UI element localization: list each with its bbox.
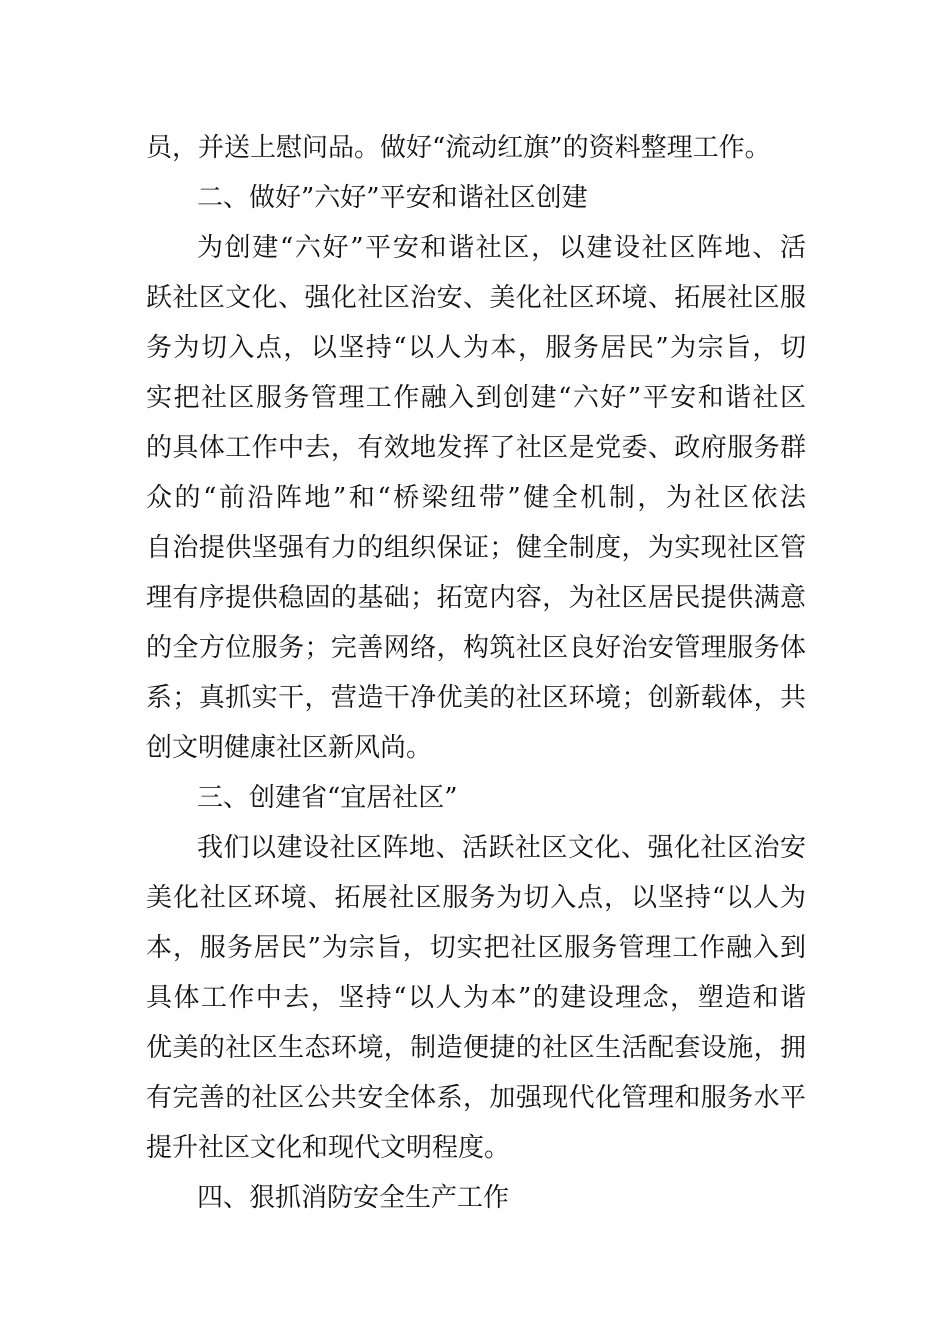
- paragraph-line: 务为切入点，以坚持“以人为本，服务居民”为宗旨，切: [146, 333, 806, 363]
- section-heading-4: 四、狠抓消防安全生产工作: [197, 1183, 510, 1213]
- section-heading-2: 二、做好”六好”平安和谐社区创建: [197, 183, 588, 213]
- paragraph-line: 提升社区文化和现代文明程度。: [146, 1133, 511, 1163]
- paragraph-line: 跃社区文化、强化社区治安、美化社区环境、拓展社区服: [146, 283, 806, 313]
- paragraph-line: 创文明健康社区新风尚。: [146, 733, 433, 763]
- section-heading-3: 三、创建省“宜居社区”: [197, 783, 458, 813]
- paragraph-line: 美化社区环境、拓展社区服务为切入点，以坚持“以人为: [146, 883, 806, 913]
- paragraph-line: 实把社区服务管理工作融入到创建“六好”平安和谐社区: [146, 383, 806, 413]
- paragraph-line: 具体工作中去，坚持“以人为本”的建设理念，塑造和谐: [146, 983, 806, 1013]
- paragraph-line: 的具体工作中去，有效地发挥了社区是党委、政府服务群: [146, 433, 806, 463]
- paragraph-line: 为创建“六好”平安和谐社区，以建设社区阵地、活: [197, 233, 806, 263]
- paragraph-line: 系；真抓实干，营造干净优美的社区环境；创新载体，共: [146, 683, 806, 713]
- paragraph-line: 众的“前沿阵地”和“桥梁纽带”健全机制，为社区依法: [146, 483, 806, 513]
- paragraph-line: 我们以建设社区阵地、活跃社区文化、强化社区治安: [197, 833, 806, 863]
- paragraph-line: 优美的社区生态环境，制造便捷的社区生活配套设施，拥: [146, 1033, 806, 1063]
- paragraph-line: 本，服务居民”为宗旨，切实把社区服务管理工作融入到: [146, 933, 806, 963]
- paragraph-line: 理有序提供稳固的基础；拓宽内容，为社区居民提供满意: [146, 583, 806, 613]
- paragraph-line: 员，并送上慰问品。做好“流动红旗”的资料整理工作。: [146, 133, 771, 163]
- paragraph-line: 的全方位服务；完善网络，构筑社区良好治安管理服务体: [146, 633, 806, 663]
- paragraph-line: 自治提供坚强有力的组织保证；健全制度，为实现社区管: [146, 533, 806, 563]
- paragraph-line: 有完善的社区公共安全体系，加强现代化管理和服务水平: [146, 1083, 806, 1113]
